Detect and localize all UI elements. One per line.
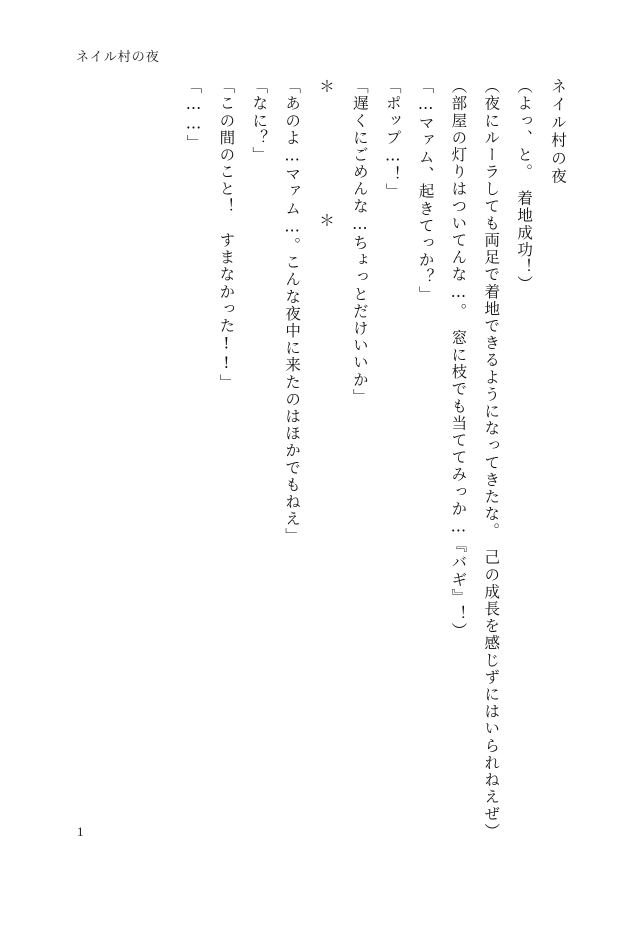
spacer-after-title <box>540 78 541 808</box>
body-line: 「あのよ…マァム…。こんな夜中に来たのはほかでもねえ」 <box>283 78 302 545</box>
running-header: ネイル村の夜 <box>76 50 160 65</box>
body-line: （夜にルーラしても両足で着地できるようになってきたな。 己の成長を感じずにはいられねえぜ） <box>482 78 501 840</box>
asterisk-icon: ＊ <box>316 78 335 96</box>
body-line: 「遅くにごめんな…ちょっとだけいいか」 <box>350 78 369 406</box>
body-line: 「…マァム、起きてっか？」 <box>416 78 435 303</box>
body-line: 「……」 <box>184 78 203 152</box>
body-line: （よっ、と。 着地成功！） <box>515 78 534 293</box>
asterisk-icon: ＊ <box>316 212 335 230</box>
body-line: （部屋の灯りはついてんな…。 窓に枝でも当ててみっか…『バギ』！） <box>449 78 468 640</box>
document-title: ネイル村の夜 <box>549 78 567 186</box>
body-line: 「ポップ…！」 <box>383 78 402 201</box>
vertical-text-body <box>177 78 574 840</box>
body-line: 「なに？」 <box>250 78 269 164</box>
page-number: 1 <box>77 824 84 839</box>
scene-separator <box>309 78 342 808</box>
body-line: 「この間のこと！ すまなかった!!」 <box>217 78 236 391</box>
